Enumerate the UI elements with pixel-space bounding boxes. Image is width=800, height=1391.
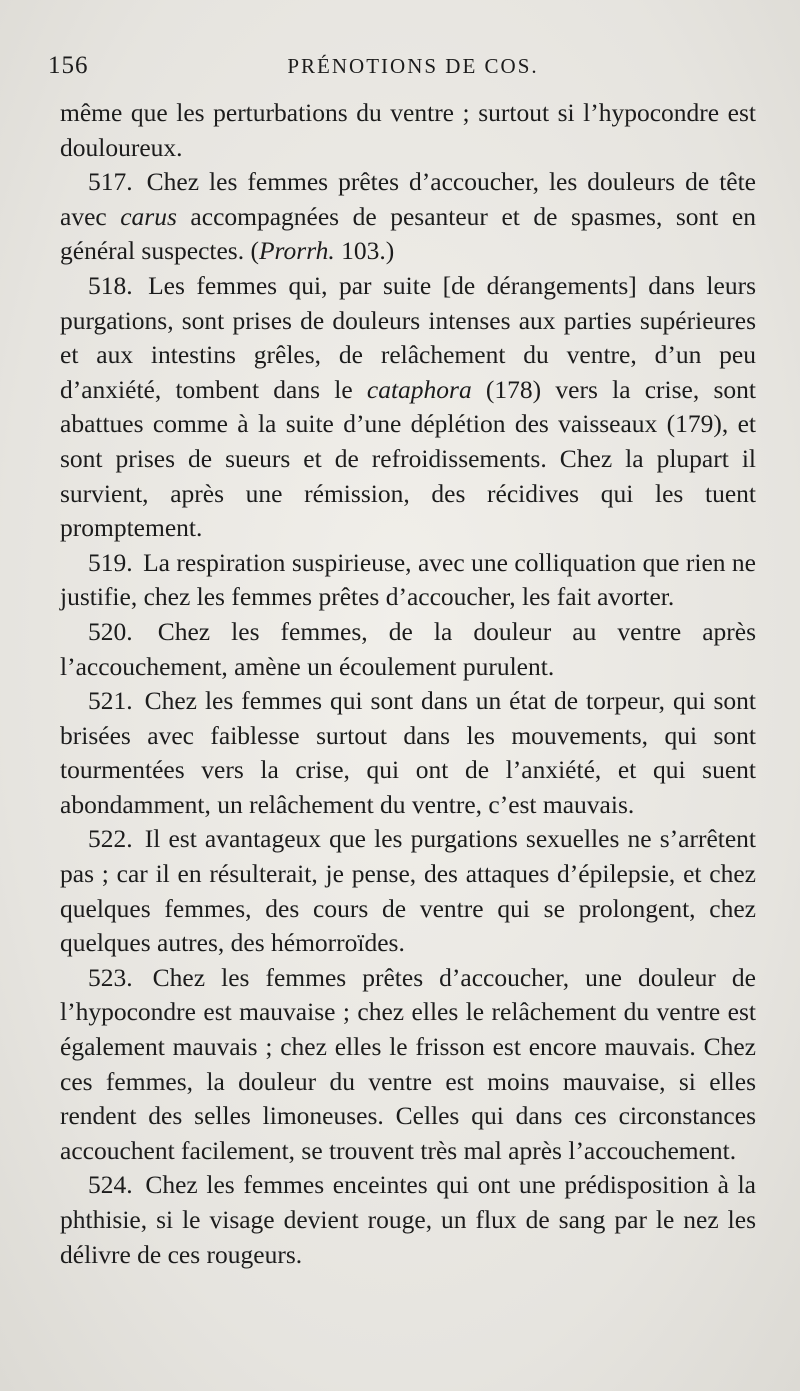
- aphorism-number: 521.: [88, 686, 133, 716]
- italic-term: cataphora: [366, 374, 472, 404]
- aphorism-523: [60, 961, 756, 1169]
- page-header: [48, 52, 738, 92]
- aphorism-517: [60, 165, 756, 269]
- aphorism-522: [60, 822, 756, 960]
- paragraph-text: Chez les femmes prêtes d’accoucher, les douleurs de tête avec: [60, 167, 756, 231]
- paragraph-text: La respiration suspirieuse, avec une colliquation que rien ne justifie, chez les femmes prêtes d’accoucher, les fait avorter.: [60, 547, 757, 612]
- aphorism-number: 519.: [88, 547, 133, 577]
- paragraph-text: Les femmes qui, par suite [de dérangements] dans leurs purgations, sont prises de douleurs intenses aux parties supérieures et aux intestins grêles, de relâchement du ventre, d’un peu d’anxiété, tombent dans le: [60, 270, 756, 404]
- paragraph-text: Chez les femmes, de la douleur au ventre après l’accouchement, amène un écoulement purulent.: [60, 616, 757, 681]
- aphorism-518: [60, 269, 756, 546]
- page-body: [60, 96, 756, 1272]
- paragraph-text: 103.): [334, 236, 395, 266]
- aphorism-number: 518.: [88, 270, 133, 300]
- aphorism-520: [60, 615, 756, 684]
- aphorism-number: 524.: [88, 1170, 133, 1200]
- aphorism-521: [60, 684, 756, 822]
- paragraph-text: (178) vers la crise, sont abattues comme à la suite d’une déplétion des vaisseaux (179), et sont prises de sueurs et de refroidissements. Chez la plupart il survient, après une rémission, des récidives qui les tuent promptement.: [60, 374, 756, 543]
- paragraph-text: Il est avantageux que les purgations sexuelles ne s’arrêtent pas ; car il en résulterait, je pense, des attaques d’épilepsie, et chez quelques femmes, des cours de ventre qui se prolongent, chez quelques autres, des hémorroïdes.: [60, 824, 756, 958]
- aphorism-519: [60, 546, 756, 615]
- aphorism-number: 520.: [88, 616, 133, 646]
- page-number: 156: [48, 52, 89, 79]
- paragraph-continuation: [60, 96, 756, 165]
- aphorism-524: [60, 1168, 756, 1272]
- paragraph-text: même que les perturbations du ventre ; surtout si l’hypocondre est douloureux.: [60, 98, 756, 162]
- running-title: PRÉNOTIONS DE COS.: [287, 54, 539, 78]
- aphorism-number: 517.: [88, 167, 133, 197]
- paragraph-text: Chez les femmes qui sont dans un état de torpeur, qui sont brisées avec faiblesse surtout dans les mouvements, qui sont tourmentées vers la crise, qui ont de l’anxiété, et qui suent abondamment, un relâchement du ventre, c’est mauvais.: [60, 686, 757, 819]
- paragraph-text: Chez les femmes prêtes d’accoucher, une douleur de l’hypocondre est mauvaise ; chez elles le relâchement du ventre est également mauvais ; chez elles le frisson est encore mauvais. Chez ces femmes, la douleur du ventre est moins mauvaise, si elles rendent des selles limoneuses. Celles qui dans ces circonstances accouchent facilement, se trouvent très mal après l’accouchement.: [60, 962, 756, 1165]
- paragraph-text: accompagnées de pesanteur et de spasmes, sont en général suspectes. (: [60, 201, 756, 266]
- italic-term: carus: [120, 201, 177, 231]
- citation-italic: Prorrh.: [258, 236, 335, 266]
- paragraph-text: Chez les femmes enceintes qui ont une prédisposition à la phthisie, si le visage devient rouge, un flux de sang par le nez les délivre de ces rougeurs.: [60, 1170, 756, 1269]
- aphorism-number: 523.: [88, 962, 133, 992]
- aphorism-number: 522.: [88, 824, 133, 854]
